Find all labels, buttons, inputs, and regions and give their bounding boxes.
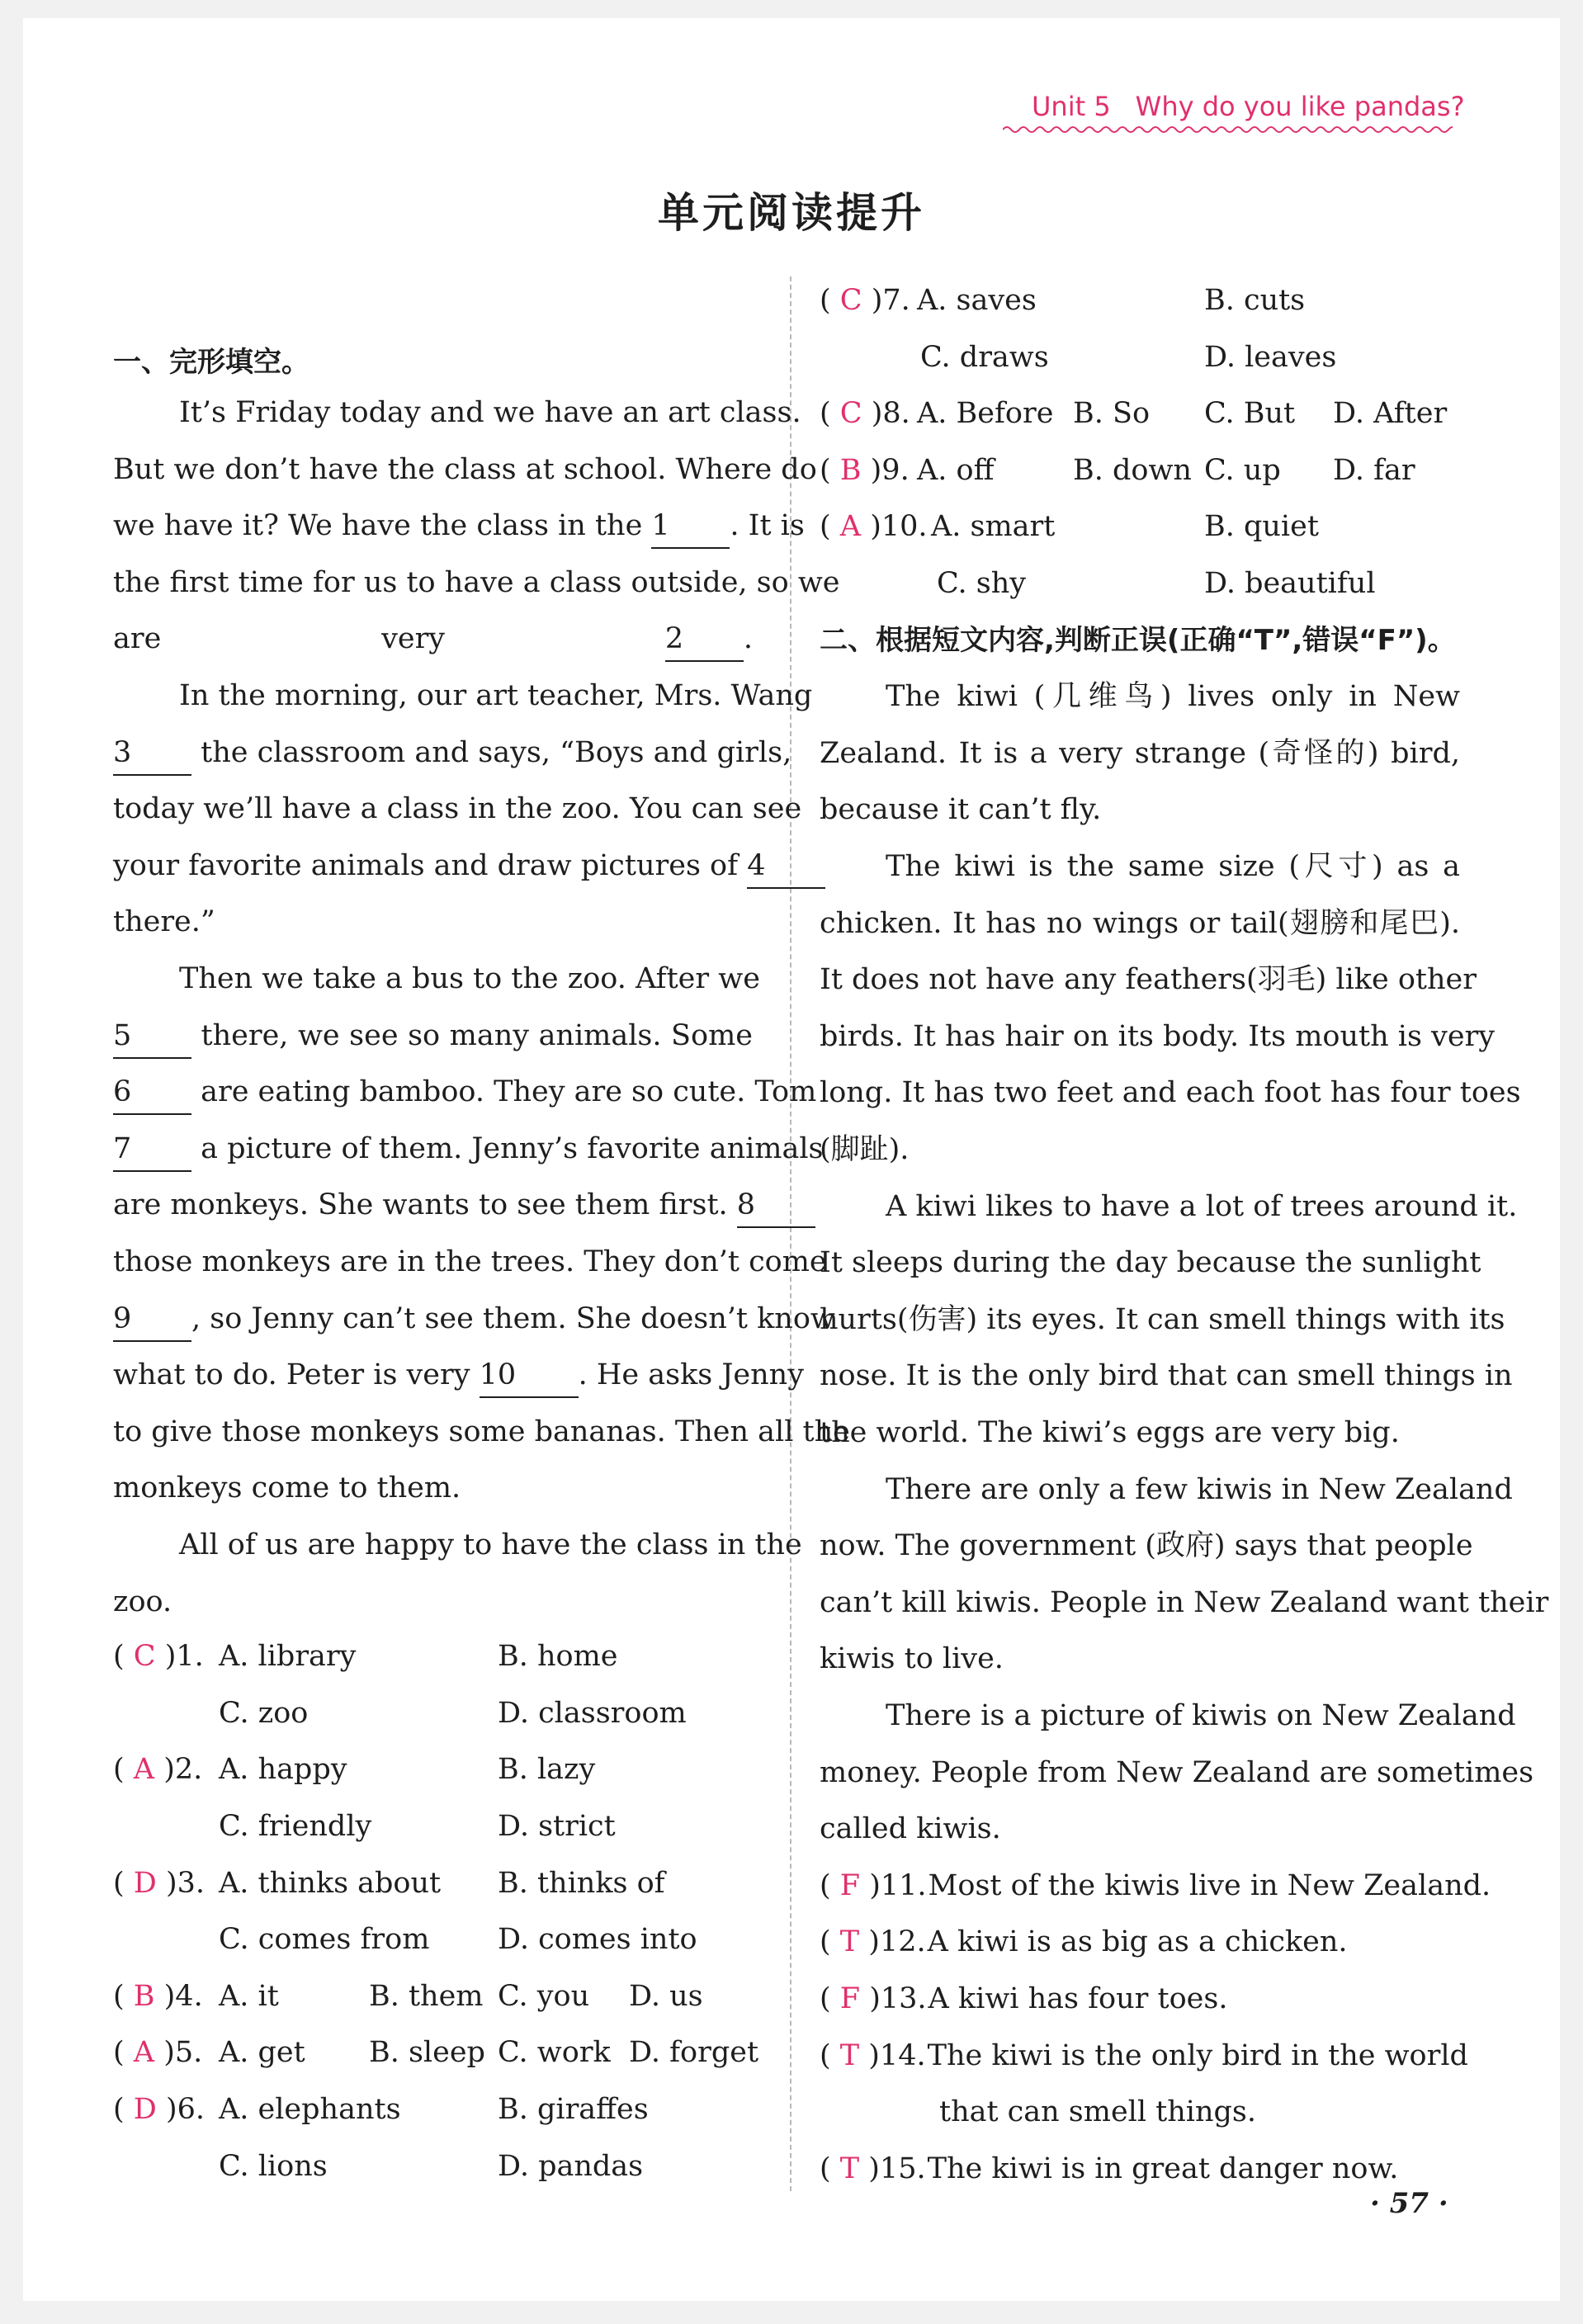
option-a[interactable]: A. elephants xyxy=(219,2093,401,2126)
option-d[interactable]: D. forget xyxy=(629,2036,759,2070)
answer-letter: F xyxy=(839,1982,861,2015)
answer-bracket[interactable]: ( A ) xyxy=(113,1753,175,1787)
answer-bracket[interactable]: ( B ) xyxy=(820,453,882,487)
option-a[interactable]: A. Before xyxy=(917,397,1054,431)
passage-text: The kiwi is the same size (尺寸) as a xyxy=(886,850,1460,883)
passage-line xyxy=(113,1008,753,1064)
option-c[interactable]: C. comes from xyxy=(219,1923,430,1957)
passage-text: nose. It is the only bird that can smell things in xyxy=(820,1359,1513,1393)
option-a[interactable]: A. off xyxy=(917,453,995,487)
option-c[interactable]: C. you xyxy=(498,1979,590,2013)
cloze-blank-8[interactable]: 8 xyxy=(737,1183,815,1228)
cloze-blank-9[interactable]: 9 xyxy=(113,1297,191,1342)
passage-line xyxy=(820,1235,1481,1291)
cloze-blank-6[interactable]: 6 xyxy=(113,1070,191,1115)
header-unit: Unit 5 xyxy=(1032,91,1111,122)
passage-text: because it can’t fly. xyxy=(820,793,1102,827)
statement-number: 11. xyxy=(880,1868,927,1902)
passage-line xyxy=(886,668,1460,725)
statement-text: A kiwi has four toes. xyxy=(928,1982,1228,2015)
section-heading-cloze xyxy=(113,334,310,390)
passage-line xyxy=(886,1688,1516,1744)
passage-text: It sleeps during the day because the sunlight xyxy=(820,1246,1481,1280)
cloze-blank-1[interactable]: 1 xyxy=(651,504,730,549)
passage-text: kiwis to live. xyxy=(820,1642,1004,1676)
passage-text: hurts(伤害) its eyes. It can smell things with its xyxy=(820,1302,1505,1336)
passage-line xyxy=(820,1292,1505,1348)
option-b[interactable]: B. thinks of xyxy=(498,1866,665,1900)
answer-bracket[interactable]: ( B ) xyxy=(113,1979,176,2013)
passage-text: called kiwis. xyxy=(820,1812,1001,1846)
answer-letter: A xyxy=(133,2036,155,2070)
passage-text: There are only a few kiwis in New Zealand xyxy=(886,1472,1513,1506)
option-b[interactable]: B. sleep xyxy=(369,2036,485,2070)
option-c[interactable]: C. lions xyxy=(219,2149,328,2183)
question-5 xyxy=(113,2024,202,2081)
question-number: 5. xyxy=(174,2036,203,2070)
statement-number: 15. xyxy=(879,2152,926,2185)
option-b[interactable]: B. quiet xyxy=(1204,510,1319,544)
cloze-blank-3[interactable]: 3 xyxy=(113,731,191,776)
cloze-blank-10[interactable]: 10 xyxy=(480,1353,579,1398)
passage-text: today we’ll have a class in the zoo. You can see xyxy=(113,792,802,826)
option-b[interactable]: B. cuts xyxy=(1204,284,1306,317)
passage-text: the classroom and says, “Boys and girls, xyxy=(191,735,792,769)
passage-line xyxy=(113,1574,172,1630)
option-b[interactable]: B. home xyxy=(498,1640,618,1674)
passage-line xyxy=(113,838,766,894)
answer-letter: T xyxy=(839,2038,860,2072)
passage-line xyxy=(113,442,817,498)
statement-text: A kiwi is as big as a chicken. xyxy=(927,1925,1348,1959)
option-a[interactable]: A. thinks about xyxy=(219,1866,442,1900)
question-number: 3. xyxy=(177,1866,206,1900)
option-a[interactable]: A. happy xyxy=(219,1753,347,1787)
question-number: 7. xyxy=(882,284,910,317)
passage-line xyxy=(179,951,760,1007)
running-header xyxy=(1032,91,1465,122)
statement-text: Most of the kiwis live in New Zealand. xyxy=(928,1868,1491,1902)
question-number: 2. xyxy=(174,1753,203,1787)
question-2 xyxy=(113,1741,202,1797)
option-d[interactable]: D. leaves xyxy=(1204,340,1337,374)
header-wavy-underline xyxy=(1003,124,1453,135)
answer-letter: B xyxy=(839,453,862,487)
answer-letter: D xyxy=(133,1866,157,1900)
passage-line xyxy=(886,838,1460,895)
statement-text-continued: that can smell things. xyxy=(939,2095,1257,2129)
cloze-blank-4[interactable]: 4 xyxy=(747,844,825,889)
passage-text: monkeys come to them. xyxy=(113,1471,461,1505)
passage-line xyxy=(820,1065,1521,1121)
passage-text: your favorite animals and draw pictures of xyxy=(113,848,748,882)
passage-line xyxy=(820,1575,1549,1631)
option-c[interactable]: C. But xyxy=(1204,397,1296,431)
passage-text: there.” xyxy=(113,905,215,939)
answer-bracket[interactable]: ( T ) xyxy=(820,2038,880,2072)
cloze-blank-2[interactable]: 2 xyxy=(665,617,744,662)
passage-line xyxy=(113,1347,804,1403)
passage-text: now. The government (政府) says that people xyxy=(820,1529,1473,1563)
question-1 xyxy=(113,1628,204,1684)
passage-text: a picture of them. Jenny’s favorite animals xyxy=(191,1131,824,1165)
option-b[interactable]: B. lazy xyxy=(498,1753,596,1787)
question-8 xyxy=(820,385,910,442)
passage-line xyxy=(113,555,840,611)
statement-14 xyxy=(820,2028,1468,2084)
passage-line xyxy=(820,1122,909,1178)
answer-letter: T xyxy=(839,2152,860,2185)
statement-number: 14. xyxy=(879,2038,926,2072)
option-b[interactable]: B. So xyxy=(1073,397,1151,431)
option-a[interactable]: A. library xyxy=(219,1640,357,1674)
answer-letter: B xyxy=(133,1979,155,2013)
answer-bracket[interactable]: ( D ) xyxy=(113,2093,177,2126)
option-d[interactable]: D. pandas xyxy=(498,2149,644,2183)
section-heading-true-false xyxy=(820,612,1456,668)
question-7 xyxy=(820,272,910,328)
passage-line xyxy=(820,1405,1400,1461)
passage-line xyxy=(113,1064,817,1120)
passage-text: It’s Friday today and we have an art class. xyxy=(179,396,801,429)
question-number: 9. xyxy=(881,453,910,487)
passage-text: are monkeys. She wants to see them first. xyxy=(113,1188,737,1222)
passage-text: The kiwi (几维鸟) lives only in New xyxy=(886,680,1460,714)
option-c[interactable]: C. draws xyxy=(920,340,1049,374)
answer-bracket[interactable]: ( T ) xyxy=(820,2152,880,2185)
passage-line xyxy=(113,1291,835,1347)
passage-line xyxy=(179,385,801,441)
option-c[interactable]: C. shy xyxy=(937,567,1027,600)
answer-bracket[interactable]: ( F ) xyxy=(820,1868,881,1902)
question-10 xyxy=(820,498,928,555)
answer-letter: A xyxy=(133,1753,155,1787)
passage-line xyxy=(113,611,753,667)
passage-line xyxy=(113,725,792,781)
passage-text: there, we see so many animals. Some xyxy=(191,1018,753,1052)
option-d[interactable]: D. After xyxy=(1333,397,1448,431)
passage-line xyxy=(113,781,802,837)
passage-line xyxy=(820,1801,1001,1857)
passage-text: In the morning, our art teacher, Mrs. Wang xyxy=(179,679,813,712)
statement-11 xyxy=(820,1858,1491,1914)
option-d[interactable]: D. comes into xyxy=(498,1923,697,1957)
passage-text: But we don’t have the class at school. Where do xyxy=(113,452,817,486)
passage-text: chicken. It has no wings or tail(翅膀和尾巴). xyxy=(820,906,1460,940)
passage-line xyxy=(820,1631,1004,1687)
passage-line xyxy=(113,894,215,950)
option-c[interactable]: C. zoo xyxy=(219,1696,309,1730)
answer-bracket[interactable]: ( F ) xyxy=(820,1982,881,2015)
section-heading-text: 二、根据短文内容,判断正误(正确“T”,错误“F”)。 xyxy=(820,623,1456,657)
option-a[interactable]: A. get xyxy=(219,2036,305,2070)
passage-text: money. People from New Zealand are sometimes xyxy=(820,1755,1534,1789)
passage-text: zoo. xyxy=(113,1585,172,1618)
statement-text: The kiwi is the only bird in the world xyxy=(927,2038,1468,2072)
passage-text: what to do. Peter is very xyxy=(113,1358,480,1392)
option-d[interactable]: D. classroom xyxy=(498,1696,687,1730)
passage-text: It does not have any feathers(羽毛) like other xyxy=(820,963,1477,997)
statement-number: 13. xyxy=(880,1982,927,2015)
passage-line xyxy=(179,1517,802,1573)
question-9 xyxy=(820,442,910,498)
option-c[interactable]: C. work xyxy=(498,2036,611,2070)
passage-line xyxy=(820,782,1101,838)
answer-bracket[interactable]: ( C ) xyxy=(820,284,883,317)
question-number: 10. xyxy=(881,510,928,544)
statement-12 xyxy=(820,1914,1348,1970)
passage-line xyxy=(820,725,1460,782)
option-c[interactable]: C. up xyxy=(1204,453,1281,487)
passage-line xyxy=(113,1404,850,1460)
option-b[interactable]: B. down xyxy=(1073,453,1192,487)
passage-text: There is a picture of kiwis on New Zealand xyxy=(886,1699,1516,1732)
answer-letter: C xyxy=(839,284,862,317)
passage-line xyxy=(820,1745,1534,1801)
passage-line xyxy=(820,952,1477,1008)
option-c[interactable]: C. friendly xyxy=(219,1810,372,1843)
answer-letter: C xyxy=(839,397,862,431)
answer-letter: A xyxy=(839,510,862,544)
passage-line xyxy=(820,895,1460,952)
page-title: 单元阅读提升 xyxy=(658,189,925,237)
passage-text: Then we take a bus to the zoo. After we xyxy=(179,962,760,995)
answer-bracket[interactable]: ( D ) xyxy=(113,1866,177,1900)
passage-text: A kiwi likes to have a lot of trees around it. xyxy=(886,1189,1518,1223)
passage-line xyxy=(886,1179,1518,1235)
answer-bracket[interactable]: ( A ) xyxy=(820,510,881,544)
question-number: 8. xyxy=(882,397,910,431)
passage-text: the first time for us to have a class outside, so we xyxy=(113,565,840,599)
option-d[interactable]: D. far xyxy=(1333,453,1415,487)
answer-bracket[interactable]: ( A ) xyxy=(113,2036,175,2070)
passage-text: long. It has two feet and each foot has four toes xyxy=(820,1076,1521,1110)
question-4 xyxy=(113,1968,203,2024)
passage-line xyxy=(113,1234,827,1290)
passage-text: birds. It has hair on its body. Its mouth is very xyxy=(820,1019,1496,1053)
cloze-blank-5[interactable]: 5 xyxy=(113,1014,191,1059)
question-number: 1. xyxy=(176,1640,204,1674)
passage-line xyxy=(179,668,813,724)
column-divider xyxy=(790,276,792,2191)
option-b[interactable]: B. them xyxy=(369,1979,484,2013)
passage-line xyxy=(113,498,805,554)
passage-line xyxy=(820,1348,1513,1404)
passage-text: can’t kill kiwis. People in New Zealand want their xyxy=(820,1585,1549,1619)
statement-text: The kiwi is in great danger now. xyxy=(927,2152,1399,2185)
statement-15 xyxy=(820,2141,1398,2197)
answer-bracket[interactable]: ( T ) xyxy=(820,1925,880,1959)
passage-text: we have it? We have the class in the xyxy=(113,509,652,543)
option-a[interactable]: A. smart xyxy=(931,510,1056,544)
option-d[interactable]: D. us xyxy=(629,1979,703,2013)
statement-number: 12. xyxy=(879,1925,926,1959)
option-a[interactable]: A. it xyxy=(219,1979,279,2013)
cloze-blank-7[interactable]: 7 xyxy=(113,1127,191,1172)
answer-letter: C xyxy=(133,1640,156,1674)
passage-text: . He asks Jenny xyxy=(578,1358,804,1392)
passage-text: . xyxy=(743,622,753,656)
passage-line xyxy=(886,1462,1513,1518)
option-a[interactable]: A. saves xyxy=(917,284,1037,317)
passage-text: the world. The kiwi’s eggs are very big. xyxy=(820,1416,1400,1449)
passage-text: are eating bamboo. They are so cute. Tom xyxy=(191,1075,817,1109)
passage-line xyxy=(113,1177,756,1233)
passage-line xyxy=(113,1121,824,1177)
option-d[interactable]: D. strict xyxy=(498,1810,616,1843)
option-b[interactable]: B. giraffes xyxy=(498,2093,649,2126)
section-heading-text: 一、完形填空。 xyxy=(113,346,310,379)
answer-bracket[interactable]: ( C ) xyxy=(820,397,883,431)
passage-text: , so Jenny can’t see them. She doesn’t know xyxy=(191,1301,835,1335)
passage-text: are very xyxy=(113,622,665,656)
answer-bracket[interactable]: ( C ) xyxy=(113,1640,177,1674)
passage-text: . It is xyxy=(730,509,805,543)
statement-13 xyxy=(820,1971,1227,2027)
question-3 xyxy=(113,1855,205,1911)
passage-text: (脚趾). xyxy=(820,1133,910,1166)
answer-letter: T xyxy=(839,1925,860,1959)
option-d[interactable]: D. beautiful xyxy=(1204,567,1376,600)
passage-text: to give those monkeys some bananas. Then all the xyxy=(113,1415,850,1448)
page-number: · 57 · xyxy=(1370,2187,1448,2220)
passage-line xyxy=(113,1460,461,1516)
passage-line xyxy=(820,1518,1473,1574)
answer-letter: D xyxy=(133,2093,157,2126)
header-title: Why do you like pandas? xyxy=(1135,91,1465,122)
question-number: 6. xyxy=(177,2093,206,2126)
passage-text: Zealand. It is a very strange (奇怪的) bird, xyxy=(820,736,1460,770)
passage-text: All of us are happy to have the class in the xyxy=(179,1528,802,1561)
question-number: 4. xyxy=(175,1979,203,2013)
passage-text: those monkeys are in the trees. They don’t come xyxy=(113,1245,827,1278)
answer-letter: F xyxy=(839,1868,861,1902)
question-6 xyxy=(113,2081,205,2137)
passage-line xyxy=(820,1008,1496,1065)
